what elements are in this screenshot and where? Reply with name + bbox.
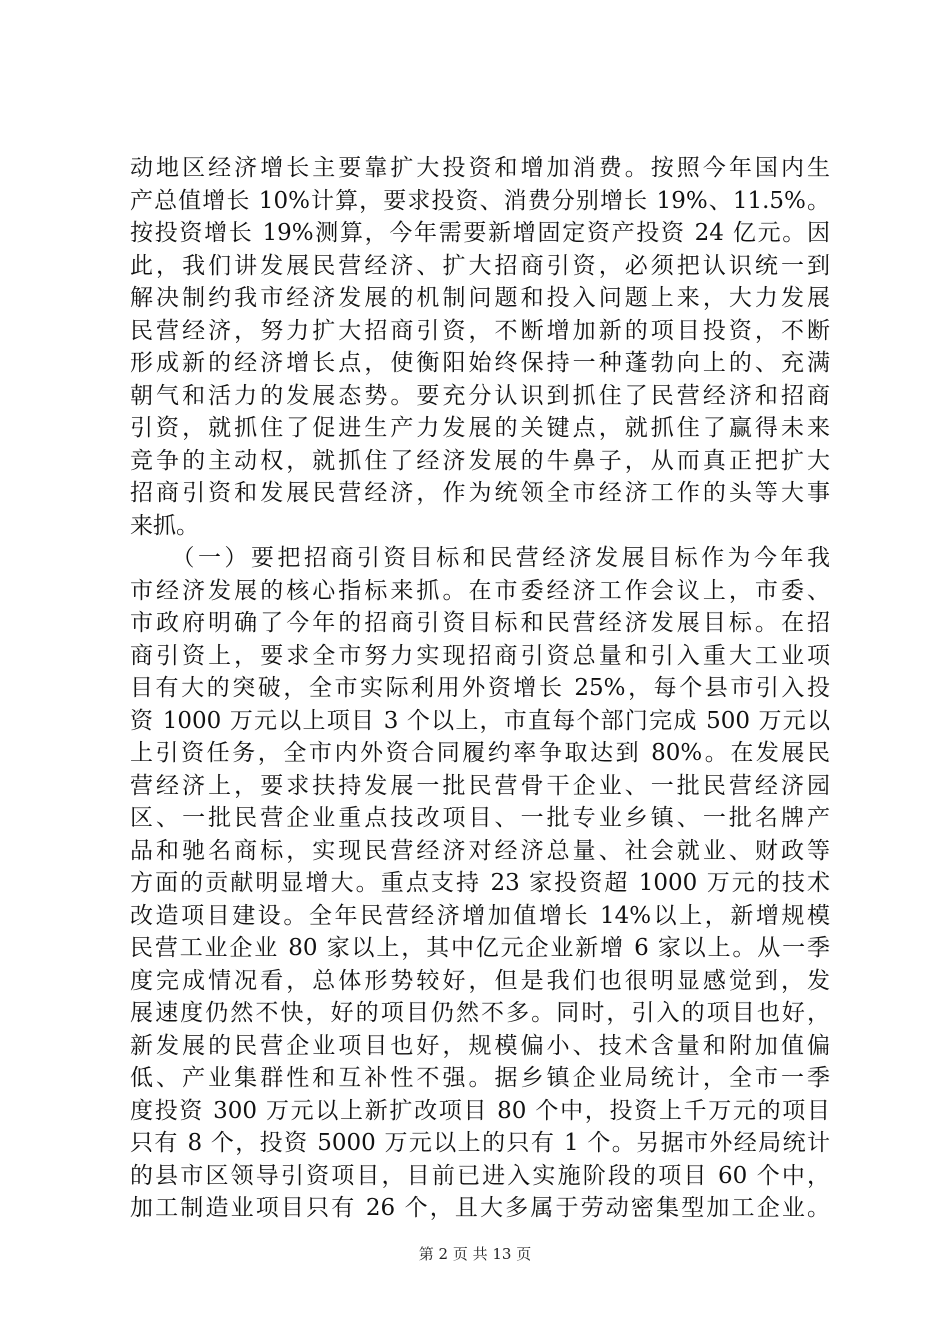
text-line: 朝气和活力的发展态势。要充分认识到抓住了民营经济和招商 — [130, 382, 830, 409]
text-line: 区、一批民营企业重点技改项目、一批专业乡镇、一批名牌产 — [130, 805, 830, 831]
text-line: 按投资增长 19%测算，今年需要新增固定资产投资 24 亿元。因 — [130, 220, 830, 246]
text-line: 引资，就抓住了促进生产力发展的关键点，就抓住了赢得未来 — [130, 415, 830, 441]
text-line: 形成新的经济增长点，使衡阳始终保持一种蓬勃向上的、充满 — [130, 350, 830, 376]
text-line: 目有大的突破，全市实际利用外资增长 25%，每个县市引入投 — [130, 675, 830, 701]
page-footer: 第 2 页 共 13 页 — [418, 1245, 532, 1263]
text-line: 竞争的主动权，就抓住了经济发展的牛鼻子，从而真正把扩大 — [130, 447, 830, 474]
text-line: 新发展的民营企业项目也好，规模偏小、技术含量和附加值偏 — [130, 1032, 830, 1059]
text-line: 资 1000 万元以上项目 3 个以上，市直每个部门完成 500 万元以 — [130, 707, 830, 734]
text-line: 上引资任务，全市内外资合同履约率争取达到 80%。在发展民 — [130, 740, 830, 766]
text-line: 商引资上，要求全市努力实现招商引资总量和引入重大工业项 — [130, 642, 830, 669]
text-line: 的县市区领导引资项目，目前已进入实施阶段的项目 60 个中， — [130, 1162, 830, 1189]
text-line: 动地区经济增长主要靠扩大投资和增加消费。按照今年国内生 — [130, 155, 830, 181]
text-line: 展速度仍然不快，好的项目仍然不多。同时，引入的项目也好， — [130, 1000, 830, 1026]
text-line: 品和驰名商标，实现民营经济对经济总量、社会就业、财政等 — [130, 837, 830, 864]
text-line: 来抓。 — [130, 512, 199, 539]
text-line: 加工制造业项目只有 26 个，且大多属于劳动密集型加工企业。 — [130, 1195, 830, 1221]
text-line: 只有 8 个，投资 5000 万元以上的只有 1 个。另据市外经局统计 — [130, 1130, 830, 1156]
text-line: 度投资 300 万元以上新扩改项目 80 个中，投资上千万元的项目 — [130, 1097, 830, 1124]
text-line: 此，我们讲发展民营经济、扩大招商引资，必须把认识统一到 — [130, 252, 830, 279]
text-line: 低、产业集群性和互补性不强。据乡镇企业局统计，全市一季 — [130, 1065, 830, 1091]
text-line: 招商引资和发展民营经济，作为统领全市经济工作的头等大事 — [130, 480, 830, 506]
text-line: 方面的贡献明显增大。重点支持 23 家投资超 1000 万元的技术 — [130, 870, 830, 896]
text-line: 改造项目建设。全年民营经济增加值增长 14%以上，新增规模 — [130, 902, 830, 929]
text-line: 营经济上，要求扶持发展一批民营骨干企业、一批民营经济园 — [130, 772, 830, 799]
text-line: 度完成情况看，总体形势较好，但是我们也很明显感觉到，发 — [130, 967, 830, 994]
text-line: （一）要把招商引资目标和民营经济发展目标作为今年我 — [130, 545, 830, 571]
text-line: 解决制约我市经济发展的机制问题和投入问题上来，大力发展 — [130, 285, 830, 311]
text-line: 市经济发展的核心指标来抓。在市委经济工作会议上，市委、 — [130, 577, 830, 604]
text-line: 民营经济，努力扩大招商引资，不断增加新的项目投资，不断 — [130, 317, 830, 344]
text-line: 市政府明确了今年的招商引资目标和民营经济发展目标。在招 — [130, 610, 830, 636]
text-line: 产总值增长 10%计算，要求投资、消费分别增长 19%、11.5%。 — [130, 187, 830, 214]
body-text — [130, 152, 830, 1225]
text-line: 民营工业企业 80 家以上，其中亿元企业新增 6 家以上。从一季 — [130, 935, 830, 961]
